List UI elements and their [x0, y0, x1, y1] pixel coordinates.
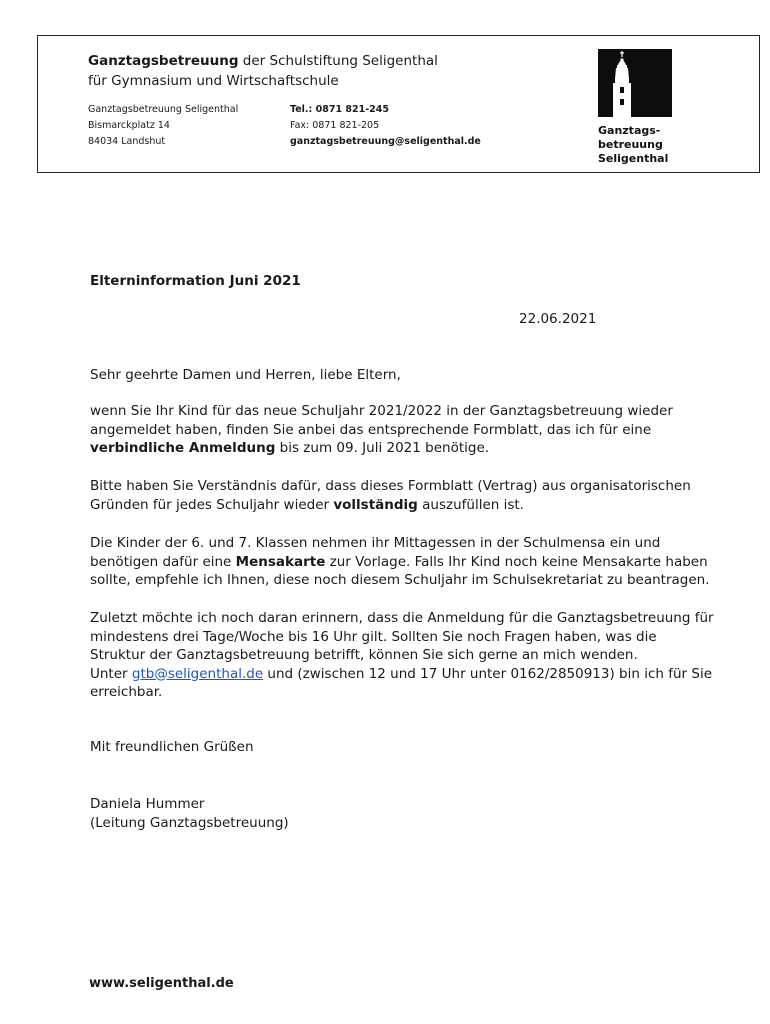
org-name-bold: Ganztagsbetreuung [88, 53, 239, 69]
bold-phrase: vollständig [333, 496, 418, 513]
footer-website: www.seligenthal.de [89, 976, 234, 991]
signer-name: Daniela Hummer [90, 796, 205, 812]
paragraph-text: benötigen dafür eine [90, 553, 236, 570]
paragraph-registration [90, 402, 673, 458]
salutation-text: Sehr geehrte Damen und Herren, liebe Eltern, [90, 367, 401, 383]
paragraph-line: Bitte haben Sie Verständnis dafür, dass dieses Formblatt (Vertrag) aus organisatorischen [90, 478, 691, 494]
logo-line: Ganztags- [598, 124, 661, 137]
closing-text: Mit freundlichen Grüßen [90, 739, 254, 755]
paragraph-line [90, 439, 673, 458]
contact-block [290, 102, 481, 150]
letter-date: 22.06.2021 [519, 311, 597, 327]
organization-title [88, 51, 438, 91]
paragraph-mensa [90, 534, 710, 590]
address-block [88, 102, 238, 150]
paragraph-text: Gründen für jedes Schuljahr wieder [90, 496, 334, 513]
paragraph-text: bis zum 09. Juli 2021 benötige. [275, 440, 490, 456]
paragraph-line: erreichbar. [90, 684, 163, 700]
paragraph-line: wenn Sie Ihr Kind für das neue Schuljahr 2021/2022 in der Ganztagsbetreuung wieder [90, 403, 673, 419]
paragraph-reminder [90, 609, 714, 702]
letter-subject: Elterninformation Juni 2021 [90, 273, 301, 289]
paragraph-text: auszufüllen ist. [417, 496, 524, 513]
paragraph-form [90, 477, 691, 514]
email-link[interactable]: gtb@seligenthal.de [131, 665, 264, 682]
bold-phrase: verbindliche Anmeldung [90, 440, 276, 456]
logo-line: betreuung [598, 138, 663, 151]
bold-phrase: Mensakarte [235, 553, 326, 570]
phone-number: Tel.: 0871 821-245 [290, 104, 389, 115]
paragraph-line [90, 553, 710, 572]
paragraph-line [90, 496, 691, 515]
paragraph-line: mindestens drei Tage/Woche bis 16 Uhr gilt. Sollten Sie noch Fragen haben, was die [90, 628, 657, 645]
address-line: Bismarckplatz 14 [88, 120, 170, 131]
address-line: Ganztagsbetreuung Seligenthal [88, 104, 239, 115]
fax-number: Fax: 0871 821-205 [290, 120, 380, 131]
paragraph-line: Zuletzt möchte ich noch daran erinnern, dass die Anmeldung für die Ganztagsbetreuung für [90, 610, 714, 626]
org-subtitle: für Gymnasium und Wirtschaftschule [88, 73, 339, 89]
paragraph-line: sollte, empfehle ich Ihnen, diese noch diesem Schuljahr im Schulsekretariat zu beantragen. [90, 572, 710, 588]
paragraph-text: zur Vorlage. Falls Ihr Kind noch keine Mensakarte haben [325, 553, 708, 570]
paragraph-line [90, 665, 714, 684]
org-name-rest: der Schulstiftung Seligenthal [238, 53, 438, 69]
paragraph-line: Struktur der Ganztagsbetreuung betrifft, können Sie sich gerne an mich wenden. [90, 647, 638, 663]
address-line: 84034 Landshut [88, 136, 166, 147]
salutation [90, 366, 401, 385]
closing [90, 738, 254, 757]
paragraph-text: und (zwischen 12 und 17 Uhr unter 0162/2850913) bin ich für Sie [263, 665, 713, 682]
paragraph-line: Die Kinder der 6. und 7. Klassen nehmen ihr Mittagessen in der Schulmensa ein und [90, 535, 661, 551]
paragraph-text: Unter [90, 665, 132, 682]
paragraph-line: angemeldet haben, finden Sie anbei das entsprechende Formblatt, das ich für eine [90, 421, 652, 438]
signature-block [90, 795, 289, 832]
letterhead [37, 35, 760, 173]
logo-line: Seligenthal [598, 152, 669, 165]
signer-role: (Leitung Ganztagsbetreuung) [90, 814, 289, 831]
tower-logo-icon [598, 49, 672, 117]
logo-wordmark [598, 124, 668, 166]
header-email: ganztagsbetreuung@seligenthal.de [290, 136, 481, 147]
